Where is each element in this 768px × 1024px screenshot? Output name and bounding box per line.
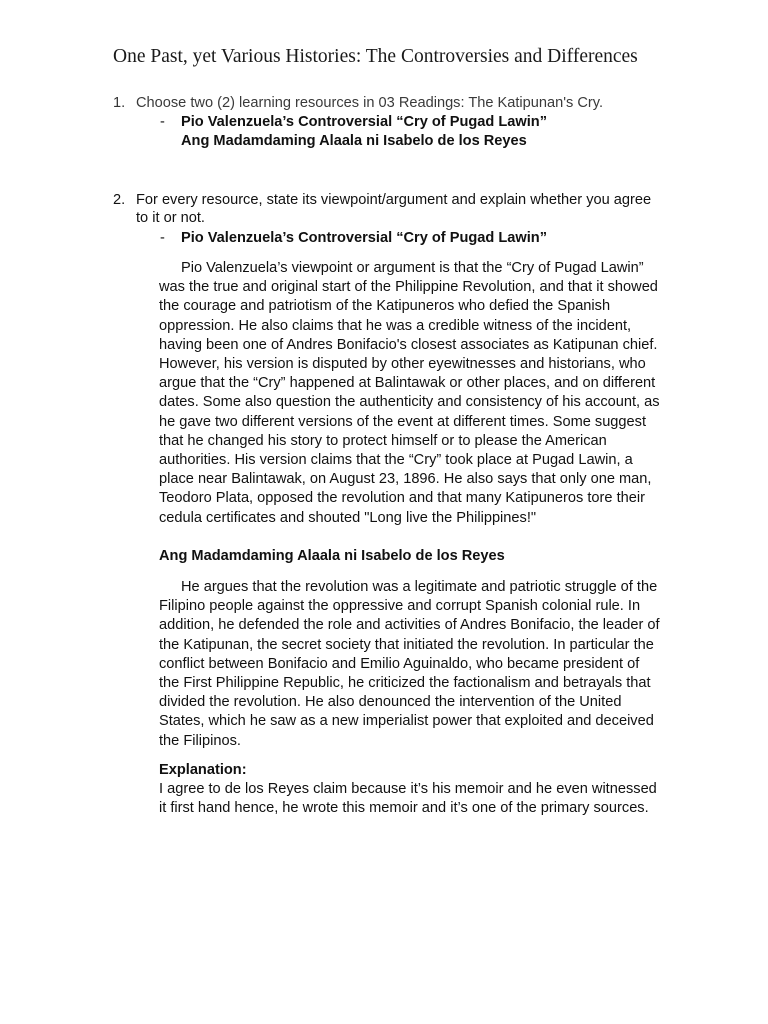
resource-2-heading: Ang Madamdaming Alaala ni Isabelo de los Reyes (159, 548, 505, 564)
paragraph-line: divided the revolution. He also denounced the intervention of the United (159, 694, 622, 711)
paragraph-line: Teodoro Plata, opposed the revolution and that many Katipuneros tore their (159, 490, 645, 507)
choice-1: Pio Valenzuela’s Controversial “Cry of Pugad Lawin” (181, 114, 548, 130)
paragraph-line: addition, he defended the role and activities of Andres Bonifacio, the leader of (159, 617, 660, 634)
resource-1-heading: Pio Valenzuela’s Controversial “Cry of Pugad Lawin” (181, 230, 548, 246)
list-dash: - (160, 230, 165, 246)
paragraph-line: was the true and original start of the Philippine Revolution, and that it showed (159, 279, 658, 296)
question-number: 1. (113, 95, 126, 111)
paragraph-line: cedula certificates and shouted "Long live the Philippines!" (159, 509, 537, 526)
question-number: 2. (113, 192, 126, 208)
paragraph-line: conflict between Bonifacio and Emilio Aguinaldo, who became president of (159, 655, 640, 672)
paragraph-line: States, which he saw as a new imperialist power that exploited and deceived (159, 713, 654, 730)
paragraph-line: having been one of Andres Bonifacio's closest associates as Katipunan chief. (159, 336, 658, 353)
question-text-line: to it or not. (136, 210, 205, 226)
list-dash: - (160, 114, 165, 130)
resource-1-paragraph (159, 259, 660, 528)
choice-2: Ang Madamdaming Alaala ni Isabelo de los Reyes (181, 133, 527, 149)
paragraph-line: dates. Some also question the authenticity and consistency of his account, as (159, 394, 660, 411)
paragraph-line: argue that the “Cry” happened at Balintawak or other places, and on different (159, 375, 656, 392)
paragraph-line: Pio Valenzuela’s viewpoint or argument is that the “Cry of Pugad Lawin” (181, 260, 644, 276)
paragraph-line: He argues that the revolution was a legitimate and patriotic struggle of the (181, 579, 658, 595)
paragraph-line: that he changed his story to protect himself or to please the American (159, 432, 607, 449)
document-title: One Past, yet Various Histories: The Controversies and Differences (113, 46, 638, 67)
paragraph-line: the First Philippine Republic, he criticized the factionalism and betrayals that (159, 675, 651, 692)
paragraph-line: the Katipunan, the secret society that initiated the revolution. In particular the (159, 636, 654, 653)
paragraph-line: I agree to de los Reyes claim because it’s his memoir and he even witnessed (159, 781, 657, 797)
question-text: Choose two (2) learning resources in 03 Readings: The Katipunan's Cry. (136, 95, 604, 111)
paragraph-line: oppression. He also claims that he was a credible witness of the incident, (159, 317, 632, 334)
question-text-line: For every resource, state its viewpoint/argument and explain whether you agree (136, 192, 652, 208)
resource-2-paragraph (159, 578, 660, 751)
paragraph-line: it first hand hence, he wrote this memoir and it’s one of the primary sources. (159, 800, 649, 817)
paragraph-line: authorities. His version claims that the “Cry” took place at Pugad Lawin, a (159, 452, 633, 469)
paragraph-line: Filipino people against the oppressive and corrupt Spanish colonial rule. In (159, 598, 641, 615)
paragraph-line: place near Balintawak, on August 23, 1896. He also says that only one man, (159, 471, 652, 488)
paragraph-line: the Filipinos. (159, 732, 241, 749)
paragraph-line: However, his version is disputed by other eyewitnesses and historians, who (159, 356, 646, 373)
paragraph-line: he gave two different versions of the event at different times. Some suggest (159, 413, 647, 430)
explanation-paragraph (159, 780, 657, 818)
explanation-heading: Explanation: (159, 762, 247, 778)
paragraph-line: the courage and patriotism of the Katipuneros who defied the Spanish (159, 298, 611, 315)
